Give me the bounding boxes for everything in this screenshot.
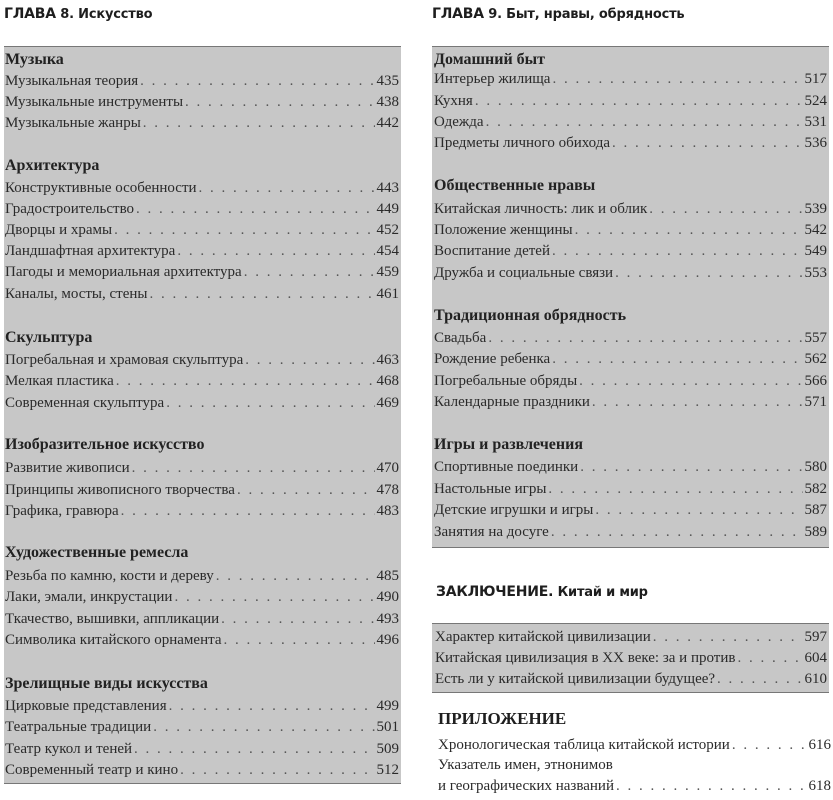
toc-entry[interactable]: Положение женщины . . . 542 xyxy=(434,220,827,240)
conclusion-box xyxy=(432,623,829,693)
toc-entry[interactable]: Календарные праздники . . . 571 xyxy=(434,392,827,412)
toc-entry[interactable]: Кухня . . . 524 xyxy=(434,91,827,111)
toc-entry[interactable]: Ткачество, вышивки, аппликации . . . 493 xyxy=(5,609,399,629)
toc-entry[interactable]: Дружба и социальные связи . . . 553 xyxy=(434,263,827,283)
toc-entry[interactable]: Китайская цивилизация в XX веке: за и против . . . 604 xyxy=(435,648,827,668)
section-title: Традиционная обрядность xyxy=(434,307,627,324)
toc-entry[interactable]: Мелкая пластика . . . 468 xyxy=(5,371,399,391)
toc-entry[interactable]: Дворцы и храмы . . . 452 xyxy=(5,220,399,240)
toc-entry[interactable]: Спортивные поединки . . . 580 xyxy=(434,457,827,477)
toc-entry[interactable]: Одежда . . . 531 xyxy=(434,112,827,132)
toc-entry[interactable]: Погребальные обряды . . . 566 xyxy=(434,371,827,391)
toc-entry[interactable]: Символика китайского орнамента . . . 496 xyxy=(5,630,399,650)
toc-entry[interactable]: Резьба по камню, кости и дереву . . . 485 xyxy=(5,566,399,586)
toc-entry[interactable]: Театр кукол и теней . . . 509 xyxy=(5,739,399,759)
chapter-9-box xyxy=(432,46,829,548)
toc-entry[interactable]: Принципы живописного творчества . . . 478 xyxy=(5,480,399,500)
section-title: Зрелищные виды искусства xyxy=(5,675,208,692)
section-title: Художественные ремесла xyxy=(5,544,189,561)
toc-entry[interactable]: Свадьба . . . 557 xyxy=(434,328,827,348)
toc-entry[interactable]: Градостроительство . . . 449 xyxy=(5,199,399,219)
toc-entry[interactable]: Музыкальные инструменты . . . 438 xyxy=(5,92,399,112)
section-title: Общественные нравы xyxy=(434,177,596,194)
toc-entry[interactable]: Цирковые представления . . . 499 xyxy=(5,696,399,716)
toc-entry[interactable]: Конструктивные особенности . . . 443 xyxy=(5,178,399,198)
toc-entry[interactable]: Лаки, эмали, инкрустации . . . 490 xyxy=(5,587,399,607)
toc-entry[interactable]: Детские игрушки и игры . . . 587 xyxy=(434,500,827,520)
toc-entry[interactable]: и географических названий . . . 618 xyxy=(438,776,831,796)
section-title: Изобразительное искусство xyxy=(5,436,205,453)
toc-entry[interactable]: Развитие живописи . . . 470 xyxy=(5,458,399,478)
toc-entry[interactable]: Современная скульптура . . . 469 xyxy=(5,393,399,413)
toc-entry-line[interactable]: Указатель имен, этнонимов xyxy=(438,757,613,773)
toc-entry[interactable]: Есть ли у китайской цивилизации будущее? . . . 610 xyxy=(435,669,827,689)
toc-entry[interactable]: Пагоды и мемориальная архитектура . . . 459 xyxy=(5,262,399,282)
toc-entry[interactable]: Настольные игры . . . 582 xyxy=(434,479,827,499)
toc-entry[interactable]: Интерьер жилища . . . 517 xyxy=(434,69,827,89)
toc-entry[interactable]: Занятия на досуге . . . 589 xyxy=(434,522,827,542)
toc-entry[interactable]: Китайская личность: лик и облик . . . 539 xyxy=(434,199,827,219)
chapter-8-heading: ГЛАВА 8. Искусство xyxy=(4,6,153,22)
toc-entry[interactable]: Современный театр и кино . . . 512 xyxy=(5,760,399,780)
toc-entry[interactable]: Рождение ребенка . . . 562 xyxy=(434,349,827,369)
toc-entry[interactable]: Ландшафтная архитектура . . . 454 xyxy=(5,241,399,261)
section-title: Скульптура xyxy=(5,329,93,346)
toc-entry[interactable]: Характер китайской цивилизации . . . 597 xyxy=(435,627,827,647)
chapter-9-heading: ГЛАВА 9. Быт, нравы, обрядность xyxy=(432,6,685,22)
toc-entry[interactable]: Музыкальные жанры . . . 442 xyxy=(5,113,399,133)
section-title: Архитектура xyxy=(5,157,100,174)
section-title: Домашний быт xyxy=(434,51,546,68)
chapter-8-box xyxy=(4,46,401,784)
section-title: Игры и развлечения xyxy=(434,436,583,453)
section-title: Музыка xyxy=(5,51,64,68)
toc-entry[interactable]: Каналы, мосты, стены . . . 461 xyxy=(5,284,399,304)
toc-entry[interactable]: Воспитание детей . . . 549 xyxy=(434,241,827,261)
toc-entry[interactable]: Музыкальная теория . . . 435 xyxy=(5,71,399,91)
toc-entry[interactable]: Графика, гравюра . . . 483 xyxy=(5,501,399,521)
toc-entry[interactable]: Предметы личного обихода . . . 536 xyxy=(434,133,827,153)
conclusion-heading: ЗАКЛЮЧЕНИЕ. Китай и мир xyxy=(436,584,648,600)
toc-entry[interactable]: Погребальная и храмовая скульптура . . . 463 xyxy=(5,350,399,370)
toc-entry[interactable]: Хронологическая таблица китайской истории . . . 616 xyxy=(438,735,831,755)
toc-entry[interactable]: Театральные традиции . . . 501 xyxy=(5,717,399,737)
appendix-title: ПРИЛОЖЕНИЕ xyxy=(438,709,567,728)
